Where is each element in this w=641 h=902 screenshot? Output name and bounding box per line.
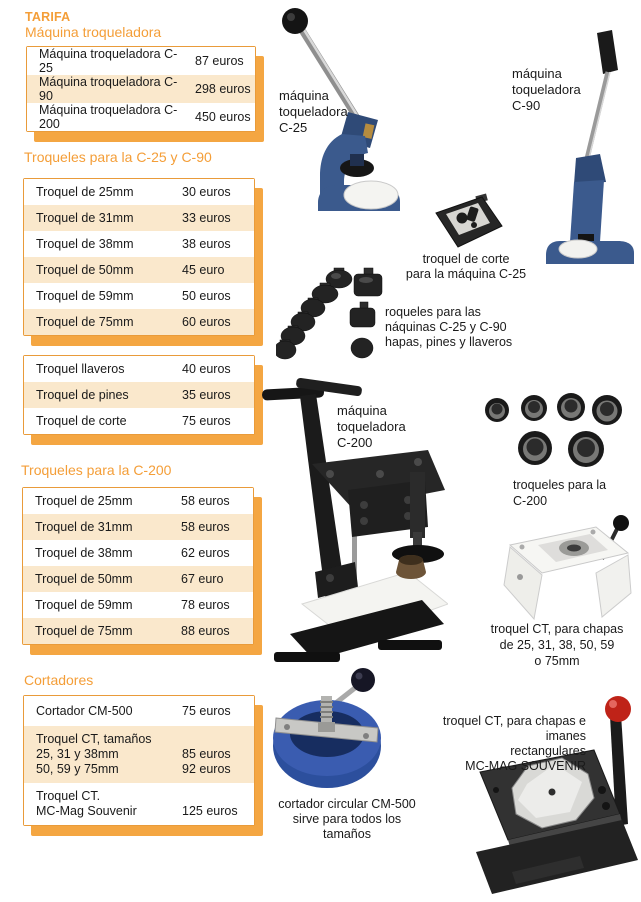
photo-troquel-ct [498, 515, 636, 627]
product-label: Troquel CT, tamaños [36, 732, 152, 746]
section-heading-troqueles-c25-c90: Troqueles para la C-25 y C-90 [24, 149, 212, 165]
caption-line: toqueladora [337, 419, 406, 434]
caption-line: para la máquina C-25 [405, 267, 527, 281]
caption-troquel-corte [400, 252, 532, 282]
product-price: 92 euros [182, 762, 231, 776]
caption-line: de 25, 31, 38, 50, 59 [499, 638, 615, 652]
table-troqueles-c200 [22, 487, 254, 645]
product-label: Troquel de 75mm [35, 624, 133, 638]
caption-line: hapas, pines y llaveros [385, 335, 513, 349]
table-row [24, 408, 254, 434]
product-price: 298 euros [195, 82, 251, 96]
caption-line: C-25 [279, 120, 308, 135]
product-label: MC-Mag Souvenir [36, 804, 137, 818]
caption-line: cortador circular CM-500 [278, 797, 416, 811]
table-row-line [36, 747, 254, 762]
product-label: Troquel llaveros [36, 362, 125, 376]
product-label: Troquel de pines [36, 388, 129, 402]
product-label: Troquel de 31mm [36, 211, 134, 225]
table-troqueles-c25-c90 [23, 178, 255, 336]
caption-line: sirve para todos los tamaños [292, 812, 402, 841]
product-label: Troquel de 38mm [35, 546, 133, 560]
product-label: Troquel de 50mm [36, 263, 134, 277]
caption-cortador-cm500 [268, 797, 426, 842]
table-row [27, 47, 255, 75]
product-label: 50, 59 y 75mm [36, 762, 119, 776]
section-heading-troqueles-c200: Troqueles para la C-200 [21, 462, 172, 478]
product-label: Troquel CT. [36, 789, 101, 803]
caption-line: C-200 [337, 435, 373, 450]
product-label: Máquina troqueladora C-90 [39, 75, 178, 103]
caption-line: máquina [512, 66, 562, 81]
caption-maquina-c200 [337, 403, 406, 451]
caption-line: máquina [337, 403, 387, 418]
product-label: Troquel de 50mm [35, 572, 133, 586]
product-label: Troquel de 75mm [36, 315, 134, 329]
table-row-line [36, 804, 254, 819]
caption-maquina-c25 [279, 88, 348, 136]
product-price: 450 euros [195, 110, 251, 124]
product-price: 45 euro [182, 263, 225, 277]
product-label: Máquina troqueladora C-200 [39, 103, 178, 131]
product-price: 88 euros [181, 624, 230, 638]
product-price: 75 euros [182, 704, 231, 718]
table-row-line [36, 762, 254, 777]
product-label: Troquel de 38mm [36, 237, 134, 251]
page-title: TARIFA [25, 10, 71, 24]
section-heading-cortadores: Cortadores [24, 672, 94, 688]
table-row [27, 103, 255, 131]
product-price: 33 euros [182, 211, 231, 225]
table-row [23, 592, 253, 618]
product-price [182, 789, 254, 804]
product-label: Troquel de 59mm [35, 598, 133, 612]
table-troqueles-especiales [23, 355, 255, 435]
product-price: 60 euros [182, 315, 231, 329]
caption-line: toqueladora [279, 104, 348, 119]
caption-line: roqueles para las [385, 305, 481, 319]
photo-cortador-cm500 [270, 662, 390, 794]
product-price: 75 euros [182, 414, 231, 428]
caption-line: troqueles para la [513, 478, 607, 492]
troqueles-c200-image [480, 388, 628, 476]
product-price: 67 euro [181, 572, 224, 586]
caption-line: toqueladora [512, 82, 581, 97]
table-row [27, 75, 255, 103]
product-price: 38 euros [182, 237, 231, 251]
product-price: 35 euros [182, 388, 231, 402]
caption-troquel-ct-mcmag [402, 714, 586, 774]
caption-line: rectangulares [510, 744, 586, 758]
product-price [182, 732, 254, 747]
photo-troqueles-c200 [480, 388, 628, 476]
table-row [23, 566, 253, 592]
table-row [24, 205, 254, 231]
product-price: 30 euros [182, 185, 231, 199]
caption-line: náquinas C-25 y C-90 [385, 320, 507, 334]
product-price: 58 euros [181, 494, 230, 508]
product-price: 50 euros [182, 289, 231, 303]
table-maquinas [26, 46, 256, 132]
product-label: Cortador CM-500 [36, 704, 133, 718]
product-label: Troquel de 25mm [36, 185, 134, 199]
caption-line: MC-MAG SOUVENIR [465, 759, 586, 773]
table-row [24, 382, 254, 408]
table-row [23, 488, 253, 514]
table-row [24, 231, 254, 257]
product-price: 40 euros [182, 362, 231, 376]
caption-line: o 75mm [534, 654, 580, 668]
caption-line: máquina [279, 88, 329, 103]
product-price: 58 euros [181, 520, 230, 534]
troquel-corte-image [430, 193, 508, 255]
product-label: Troquel de 59mm [36, 289, 134, 303]
cortador-cm500-image [270, 662, 390, 794]
table-row [24, 726, 254, 783]
table-row-line [36, 732, 254, 747]
doc-header [25, 10, 253, 40]
product-price: 78 euros [181, 598, 230, 612]
table-row [24, 283, 254, 309]
table-row [24, 696, 254, 726]
table-row [23, 618, 253, 644]
table-cortadores [23, 695, 255, 826]
caption-line: C-200 [513, 494, 548, 508]
photo-troqueles-dies [276, 264, 394, 364]
photo-troquel-corte [430, 193, 508, 255]
product-price: 85 euros [182, 747, 231, 761]
caption-line: troquel de corte [422, 252, 510, 266]
table-row [24, 179, 254, 205]
caption-troqueles-dies [385, 305, 512, 350]
caption-troqueles-c200 [513, 477, 606, 509]
table-row [23, 514, 253, 540]
product-price: 125 euros [182, 804, 238, 818]
product-label: Máquina troqueladora C-25 [39, 47, 178, 75]
caption-line: C-90 [512, 98, 541, 113]
table-row [24, 783, 254, 825]
troqueles-dies-image [276, 264, 394, 364]
product-price: 87 euros [195, 54, 244, 68]
caption-troquel-ct [478, 621, 636, 669]
table-row [24, 356, 254, 382]
product-label: Troquel de 31mm [35, 520, 133, 534]
product-label: 25, 31 y 38mm [36, 747, 119, 761]
caption-maquina-c90 [512, 66, 581, 114]
table-row-line [36, 789, 254, 804]
product-label: Troquel de corte [36, 414, 127, 428]
page-subtitle: Máquina troqueladora [25, 24, 162, 40]
product-label: Troquel de 25mm [35, 494, 133, 508]
product-price: 62 euros [181, 546, 230, 560]
table-row [24, 309, 254, 335]
caption-line: troquel CT, para chapas [490, 622, 624, 636]
troquel-ct-image [498, 515, 636, 627]
table-row [24, 257, 254, 283]
table-row [23, 540, 253, 566]
caption-line: troquel CT, para chapas e imanes [442, 714, 586, 743]
